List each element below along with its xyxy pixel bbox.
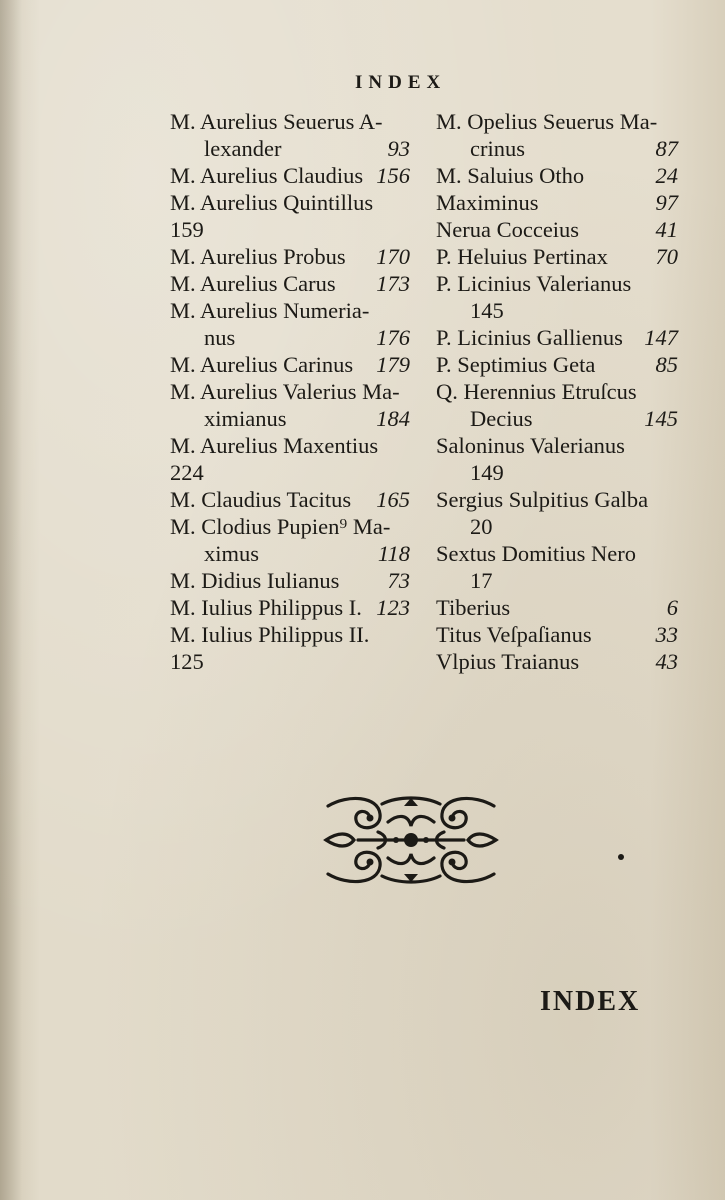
index-entry-line <box>436 567 678 594</box>
index-entry-text: Saloninus Valerianus <box>436 433 625 458</box>
index-entry-line <box>170 135 410 162</box>
index-entry-line <box>436 513 678 540</box>
index-entry-text: Sergius Sulpitius Galba <box>436 487 649 512</box>
index-entry-text: nus <box>204 325 236 350</box>
index-entry-page-number: 184 <box>376 406 410 431</box>
index-entry-line <box>436 432 678 459</box>
index-entry-line <box>170 540 410 567</box>
index-entry-text: M. Aurelius Seuerus A- <box>170 109 383 134</box>
index-entry-text: M. Aurelius Valerius Ma- <box>170 379 400 404</box>
index-entry-text: ximus <box>204 541 260 566</box>
index-entry-text: M. Aurelius Carus <box>170 271 336 296</box>
index-entry-text: P. Licinius Valerianus <box>436 271 632 296</box>
index-entry-line <box>436 216 678 243</box>
index-entry-text: M. Claudius Tacitus <box>170 487 352 512</box>
index-entry-page-number: 43 <box>655 649 678 674</box>
index-entry-text: M. Clodius Pupien⁹ Ma- <box>170 514 391 539</box>
index-entry-page-number: 173 <box>376 271 410 296</box>
index-entry-line <box>170 432 410 459</box>
index-entry-line <box>436 243 678 270</box>
index-entry-line <box>170 324 410 351</box>
index-entry-text: Maximinus <box>436 190 539 215</box>
index-entry-page-number: 33 <box>655 622 678 647</box>
index-entry-page-number: 179 <box>376 352 410 377</box>
page-gutter-shadow <box>0 0 22 1200</box>
index-entry-text: 149 <box>470 460 504 485</box>
index-entry-page-number: 165 <box>376 487 410 512</box>
index-entry-text: M. Aurelius Probus <box>170 244 346 269</box>
ink-dot <box>618 854 624 860</box>
index-entry-page-number: 156 <box>376 163 410 188</box>
index-entry-text: M. Didius Iulianus <box>170 568 340 593</box>
index-entry-page-number: 147 <box>644 325 678 350</box>
index-entry-text: M. Iulius Philippus I. <box>170 595 362 620</box>
index-entry-line <box>170 351 410 378</box>
index-entry-line <box>170 513 410 540</box>
index-entry-page-number: 6 <box>666 595 678 620</box>
index-entry-page-number: 93 <box>387 136 410 161</box>
index-entry-line <box>170 162 410 189</box>
index-entry-line <box>436 162 678 189</box>
catchword: INDEX <box>540 986 641 1017</box>
index-entry-text: Vlpius Traianus <box>436 649 580 674</box>
index-entry-text: ximianus <box>204 406 287 431</box>
index-entry-text: Decius <box>470 406 533 431</box>
index-entry-text: Q. Herennius Etruſcus <box>436 379 637 404</box>
index-entry-page-number: 97 <box>655 190 678 215</box>
index-entry-text: M. Aurelius Numeria- <box>170 298 370 323</box>
index-entry-line <box>170 486 410 513</box>
index-entry-line <box>436 270 678 297</box>
index-entry-line <box>436 594 678 621</box>
index-entry-page-number: 170 <box>376 244 410 269</box>
index-entry-line <box>436 297 678 324</box>
index-entry-page-number: 41 <box>655 217 678 242</box>
index-entry-page-number: 73 <box>387 568 410 593</box>
index-entry-line <box>436 486 678 513</box>
index-entry-line <box>436 621 678 648</box>
index-entry-text: M. Saluius Otho <box>436 163 585 188</box>
index-entry-text: 17 <box>470 568 493 593</box>
index-entry-line <box>436 540 678 567</box>
index-entry-line <box>436 135 678 162</box>
index-entry-line <box>436 108 678 135</box>
index-entry-text: 159 <box>170 217 204 242</box>
index-entry-text: 224 <box>170 460 204 485</box>
index-entry-line <box>436 648 678 675</box>
index-entry-line <box>436 405 678 432</box>
index-entry-line <box>170 216 410 243</box>
index-entry-text: M. Aurelius Quintillus <box>170 190 374 215</box>
printers-ornament <box>318 792 504 888</box>
index-entry-text: P. Septimius Geta <box>436 352 596 377</box>
index-entry-text: M. Opelius Seuerus Ma- <box>436 109 658 134</box>
index-entry-line <box>170 108 410 135</box>
index-entry-line <box>170 405 410 432</box>
index-entry-line <box>170 378 410 405</box>
index-entry-text: Tiberius <box>436 595 511 620</box>
index-entry-text: Sextus Domitius Nero <box>436 541 636 566</box>
index-entry-line <box>436 351 678 378</box>
index-entry-line <box>436 189 678 216</box>
index-entry-line <box>170 594 410 621</box>
index-entry-line <box>170 189 410 216</box>
index-entry-text: 20 <box>470 514 493 539</box>
index-column-left <box>170 108 410 675</box>
index-entry-line <box>170 567 410 594</box>
index-entry-page-number: 123 <box>376 595 410 620</box>
index-entry-text: lexander <box>204 136 282 161</box>
index-entry-page-number: 85 <box>655 352 678 377</box>
index-entry-text: 125 <box>170 649 204 674</box>
index-entry-text: P. Licinius Gallienus <box>436 325 623 350</box>
index-entry-line <box>436 378 678 405</box>
index-entry-text: crinus <box>470 136 525 161</box>
index-entry-line <box>170 648 410 675</box>
index-entry-text: Nerua Cocceius <box>436 217 580 242</box>
index-entry-text: M. Aurelius Claudius <box>170 163 364 188</box>
index-entry-line <box>436 459 678 486</box>
index-entry-line <box>436 324 678 351</box>
index-entry-page-number: 24 <box>655 163 678 188</box>
index-entry-page-number: 176 <box>376 325 410 350</box>
index-entry-line <box>170 297 410 324</box>
index-entry-line <box>170 270 410 297</box>
index-entry-text: P. Heluius Pertinax <box>436 244 608 269</box>
index-entry-line <box>170 621 410 648</box>
index-entry-page-number: 118 <box>377 541 410 566</box>
index-entry-text: Titus Veſpaſianus <box>436 622 592 647</box>
index-column-right <box>436 108 678 675</box>
index-entry-text: M. Iulius Philippus II. <box>170 622 370 647</box>
index-entry-page-number: 70 <box>655 244 678 269</box>
index-entry-text: M. Aurelius Carinus <box>170 352 354 377</box>
index-entry-text: M. Aurelius Maxentius <box>170 433 379 458</box>
index-entry-line <box>170 243 410 270</box>
index-entry-line <box>170 459 410 486</box>
running-head: INDEX <box>355 72 447 93</box>
index-entry-page-number: 145 <box>644 406 678 431</box>
index-entry-page-number: 87 <box>655 136 678 161</box>
index-entry-text: 145 <box>470 298 504 323</box>
